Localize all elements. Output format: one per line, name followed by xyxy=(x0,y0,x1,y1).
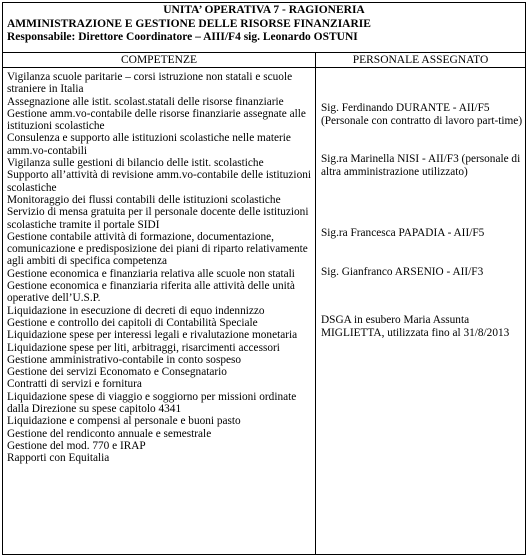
competenza-item: Assegnazione alle istit. scolast.statali delle risorse finanziarie xyxy=(7,95,284,108)
competenza-item: Gestione economica e finanziaria relativa alle scuole non statali xyxy=(7,267,295,280)
unit-responsible: Responsabile: Direttore Coordinatore – AIII/F4 sig. Leonardo OSTUNI xyxy=(7,31,358,43)
organization-chart-document xyxy=(2,2,526,555)
competenza-item: Gestione amm.vo-contabile delle risorse finanziarie assegnate alle istituzioni scolastiche xyxy=(7,107,306,133)
personale-item: Sig. Gianfranco ARSENIO - AII/F3 xyxy=(321,266,484,278)
competenza-item: Gestione e controllo dei capitoli di Contabilità Speciale xyxy=(7,316,258,329)
competenza-item: Consulenza e supporto alle istituzioni scolastiche nelle materie amm.vo-contabili xyxy=(7,132,291,157)
competenza-item: Liquidazione spese per interessi legali e rivalutazione monetaria xyxy=(7,329,298,342)
competenza-item: Contratti di servizi e fornitura xyxy=(7,378,142,391)
competenza-item: Servizio di mensa gratuita per il personale docente delle istituzioni scolastiche tramite il portale SIDI xyxy=(7,206,309,231)
competenza-item: Gestione dei servizi Economato e Consegnatario xyxy=(7,366,227,379)
competenze-list xyxy=(3,68,316,554)
personale-item: DSGA in esubero Maria Assunta MIGLIETTA, utilizzata fino al 31/8/2013 xyxy=(321,314,510,339)
personale-list xyxy=(316,68,525,554)
unit-title: AMMINISTRAZIONE E GESTIONE DELLE RISORSE FINANZIARIE xyxy=(7,17,371,30)
competenza-item: Liquidazione in esecuzione di decreti di equo indennizzo xyxy=(7,304,265,317)
table-body xyxy=(3,68,525,554)
column-header-competenze: COMPETENZE xyxy=(3,53,316,67)
personale-item: Sig.ra Marinella NISI - AII/F3 (personale di altra amministrazione utilizzato) xyxy=(321,153,521,178)
competenza-item: Rapporti con Equitalia xyxy=(7,452,110,465)
personale-item: Sig. Ferdinando DURANTE - AII/F5 (Personale con contratto di lavoro part-time) xyxy=(321,102,523,127)
competenza-item: Liquidazione spese di viaggio e soggiorno per missioni ordinate dalla Direzione su spese capitolo 4341 xyxy=(7,390,297,416)
competenza-item: Gestione del mod. 770 e IRAP xyxy=(7,439,146,452)
competenza-item: Gestione del rendiconto annuale e semestrale xyxy=(7,427,212,440)
competenza-item: Liquidazione e compensi al personale e buoni pasto xyxy=(7,415,241,428)
unit-name: UNITA’ OPERATIVA 7 - RAGIONERIA xyxy=(163,4,365,16)
column-header-personale: PERSONALE ASSEGNATO xyxy=(316,53,525,67)
unit-header xyxy=(3,3,525,53)
competenza-item: Gestione contabile attività di formazione, documentazione, comunicazione e predisposizione dei piani di riparto relativamente agli ambiti di specifica competenza xyxy=(7,230,308,268)
competenza-item: Vigilanza sulle gestioni di bilancio delle istit. scolastiche xyxy=(7,157,264,170)
competenza-item: Supporto all’attività di revisione amm.vo-contabile delle istituzioni scolastiche xyxy=(7,169,312,194)
competenza-item: Gestione economica e finanziaria riferita alle attività delle unità operative dell’U.S.P. xyxy=(7,280,295,305)
competenza-item: Vigilanza scuole paritarie – corsi istruzione non statali e scuole straniere in Italia xyxy=(7,71,293,96)
personale-item: Sig.ra Francesca PAPADIA - AII/F5 xyxy=(321,227,485,239)
column-headers xyxy=(3,53,525,68)
competenza-item: Liquidazione spese per liti, arbitraggi, risarcimenti accessori xyxy=(7,341,280,354)
competenza-item: Gestione amministrativo-contabile in conto sospeso xyxy=(7,353,242,366)
competenza-item: Monitoraggio dei flussi contabili delle istituzioni scolastiche xyxy=(7,193,281,206)
